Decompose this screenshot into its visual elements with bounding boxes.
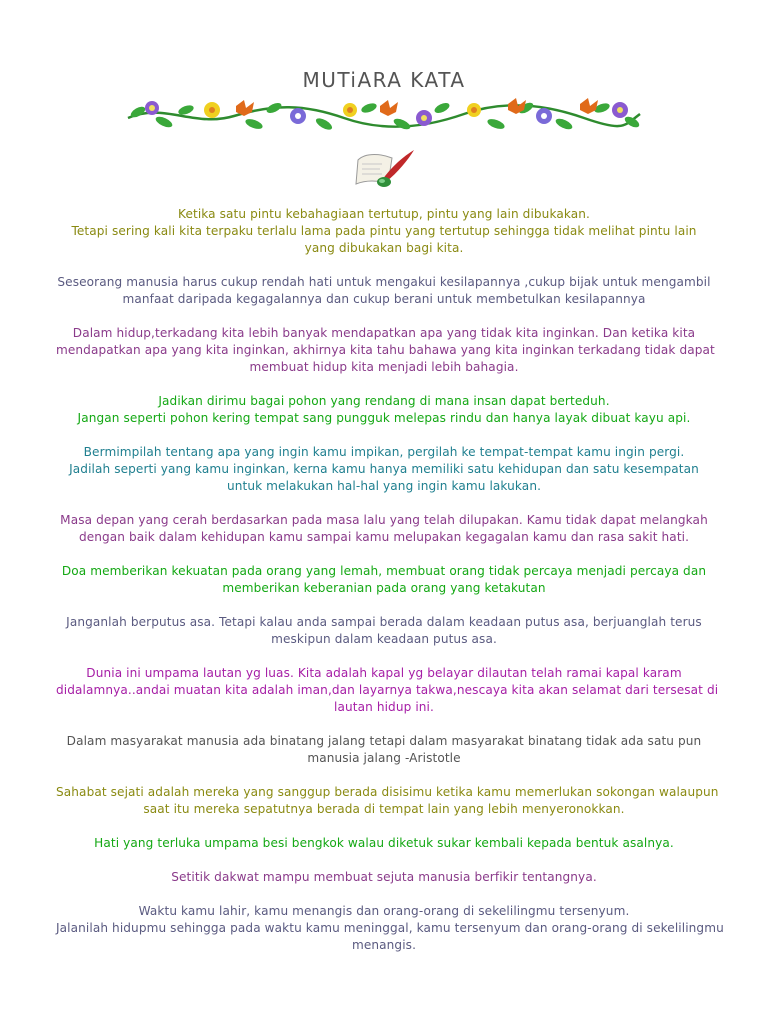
quote-line: mendapatkan apa yang kita inginkan, akhirnya kita tahu bahawa yang kita inginkan terkadang tidak dapat: [56, 343, 715, 357]
quote-line: memberikan keberanian pada orang yang ketakutan: [222, 581, 546, 595]
quill-and-scroll-icon: [352, 146, 416, 190]
quote-paragraph: [56, 903, 724, 954]
quote-paragraph: [56, 393, 712, 427]
quote-paragraph: [56, 869, 712, 886]
quote-line: Jalanilah hidupmu sehingga pada waktu kamu meninggal, kamu tersenyum dan orang-orang di sekelilingmu: [56, 921, 724, 935]
quote-line: Dalam hidup,terkadang kita lebih banyak mendapatkan apa yang tidak kita inginkan. Dan ketika kita: [72, 326, 696, 340]
quote-line: Doa memberikan kekuatan pada orang yang lemah, membuat orang tidak percaya menjadi percaya dan: [61, 564, 707, 578]
quote-paragraph: [56, 325, 715, 376]
quote-line: manfaat daripada kegagalannya dan cukup berani untuk membetulkan kesilapannya: [122, 292, 646, 306]
quote-paragraph: [56, 444, 712, 495]
quotes-list: [56, 206, 724, 971]
quote-paragraph: [56, 733, 712, 767]
quote-paragraph: [56, 614, 712, 648]
quote-line: Tetapi sering kali kita terpaku terlalu lama pada pintu yang tertutup sehingga tidak melihat pintu lain: [71, 224, 697, 238]
quote-line: Jadikan dirimu bagai pohon yang rendang di mana insan dapat berteduh.: [158, 394, 610, 408]
quote-line: Sahabat sejati adalah mereka yang sanggup berada disisimu ketika kamu memerlukan sokongan walaupun: [56, 785, 719, 799]
quote-line: lautan hidup ini.: [334, 700, 434, 714]
quote-paragraph: [56, 206, 712, 257]
quote-paragraph: [56, 835, 712, 852]
quote-line: untuk melakukan hal-hal yang ingin kamu lakukan.: [226, 479, 542, 493]
quote-paragraph: [56, 665, 719, 716]
quote-paragraph: [56, 563, 712, 597]
quote-line: Masa depan yang cerah berdasarkan pada masa lalu yang telah dilupakan. Kamu tidak dapat melangkah: [60, 513, 708, 527]
flower-vine-border-icon: [124, 96, 644, 132]
quote-line: manusia jalang -Aristotle: [307, 751, 461, 765]
quote-line: Hati yang terluka umpama besi bengkok walau diketuk sukar kembali kepada bentuk asalnya.: [94, 836, 674, 850]
quote-line: Jangan seperti pohon kering tempat sang pungguk melepas rindu dan hanya layak dibuat kayu api.: [77, 411, 691, 425]
quote-line: membuat hidup kita menjadi lebih bahagia.: [249, 360, 519, 374]
quote-line: Bermimpilah tentang apa yang ingin kamu impikan, pergilah ke tempat-tempat kamu ingin pergi.: [83, 445, 685, 459]
quote-line: didalamnya..andai muatan kita adalah iman,dan layarnya takwa,nescaya kita akan selamat dari tersesat di: [56, 683, 719, 697]
quote-line: Dunia ini umpama lautan yg luas. Kita adalah kapal yg belayar dilautan telah ramai kapal karam: [86, 666, 682, 680]
quote-line: Seseorang manusia harus cukup rendah hati untuk mengakui kesilapannya ,cukup bijak untuk mengambil: [57, 275, 711, 289]
quote-paragraph: [56, 512, 712, 546]
quote-line: dengan baik dalam kehidupan kamu sampai kamu melupakan kegagalan kamu dan rasa sakit hati.: [78, 530, 690, 544]
quote-line: Waktu kamu lahir, kamu menangis dan orang-orang di sekelilingmu tersenyum.: [138, 904, 630, 918]
quote-line: saat itu mereka sepatutnya berada di tempat lain yang lebih menyeronokkan.: [143, 802, 625, 816]
quote-line: menangis.: [351, 938, 417, 952]
quote-line: Janganlah berputus asa. Tetapi kalau anda sampai berada dalam keadaan putus asa, berjuanglah terus: [66, 615, 702, 629]
quote-paragraph: [56, 274, 712, 308]
quote-line: Setitik dakwat mampu membuat sejuta manusia berfikir tentangnya.: [171, 870, 597, 884]
quote-paragraph: [56, 784, 719, 818]
quote-line: meskipun dalam keadaan putus asa.: [271, 632, 497, 646]
quote-line: yang dibukakan bagi kita.: [304, 241, 464, 255]
quote-line: Dalam masyarakat manusia ada binatang jalang tetapi dalam masyarakat binatang tidak ada satu pun: [66, 734, 702, 748]
page-title: MUTiARA KATA: [302, 68, 466, 92]
quote-line: Ketika satu pintu kebahagiaan tertutup, pintu yang lain dibukakan.: [178, 207, 590, 221]
quote-line: Jadilah seperti yang kamu inginkan, kerna kamu hanya memiliki satu kehidupan dan satu kesempatan: [69, 462, 699, 476]
